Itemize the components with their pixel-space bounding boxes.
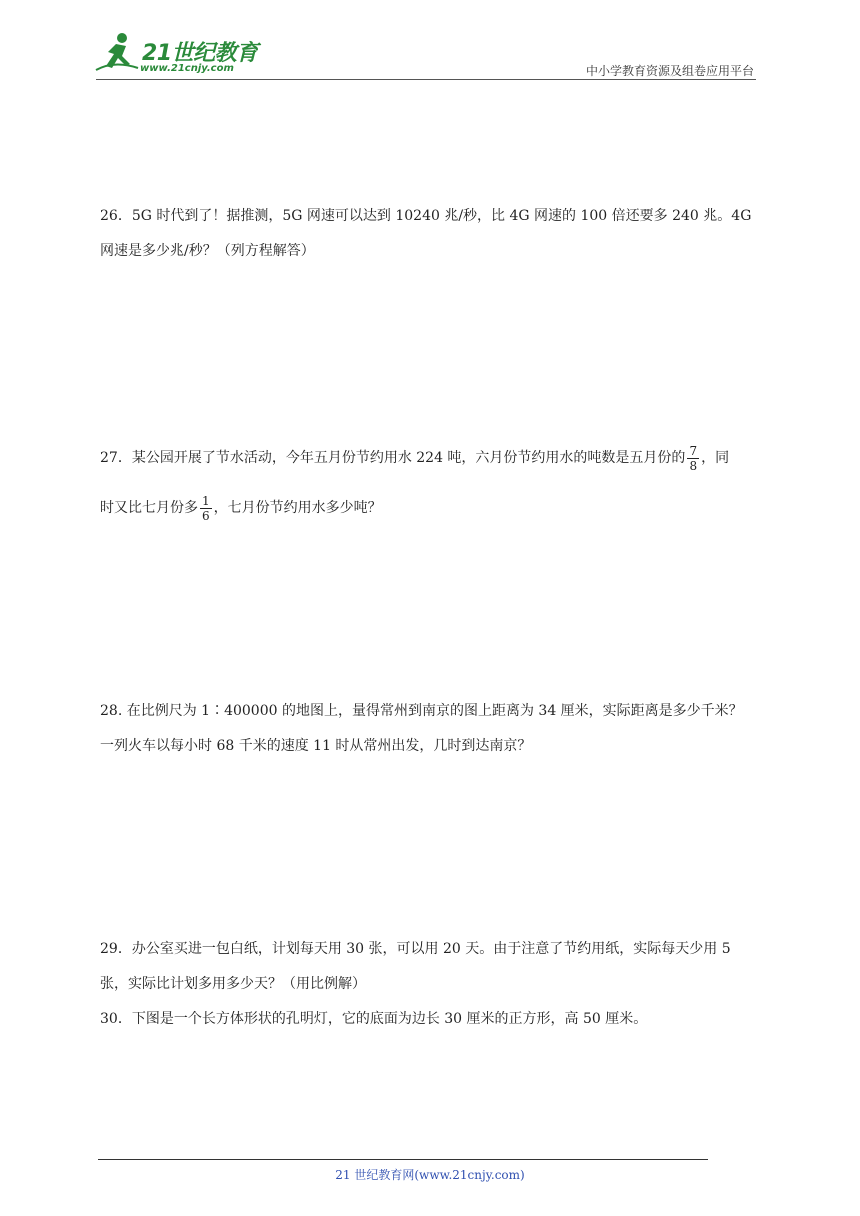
question-26-line-1: 26．5G 时代到了！据推测，5G 网速可以达到 10240 兆/秒，比 4G 网速的 100 倍还要多 240 兆。4G	[100, 208, 752, 224]
logo-wordmark: 21世纪教育	[142, 41, 258, 66]
question-27	[100, 441, 765, 527]
question-27-text-a: 27．某公园开展了节水活动，今年五月份节约用水 224 吨，六月份节约用水的吨数是五月份的	[100, 450, 686, 466]
question-27-text-c: 时又比七月份多	[100, 500, 198, 516]
question-29-line-1: 29．办公室买进一包白纸，计划每天用 30 张，可以用 20 天。由于注意了节约用纸，实际每天少用 5	[100, 941, 731, 957]
question-29-line-2: 张，实际比计划多用多少天？（用比例解）	[100, 976, 366, 992]
page-header	[0, 0, 860, 90]
footer-divider	[98, 1159, 708, 1160]
question-27-line-1	[100, 441, 765, 477]
fraction-seven-eighths	[687, 444, 699, 473]
question-28-line-1: 28. 在比例尺为 1∶400000 的地图上，量得常州到南京的图上距离为 34 厘米，实际距离是多少千米？	[100, 703, 743, 719]
question-26-line-2: 网速是多少兆/秒？（列方程解答）	[100, 243, 315, 259]
fraction-numerator: 1	[202, 493, 210, 508]
logo-url: www.21cnjy.com	[140, 63, 234, 74]
question-28	[100, 694, 765, 764]
site-logo	[94, 30, 264, 78]
runner-logo-icon	[94, 30, 144, 78]
question-28-line-2: 一列火车以每小时 68 千米的速度 11 时从常州出发，几时到达南京？	[100, 738, 532, 754]
question-30	[100, 1002, 765, 1037]
fraction-denominator: 6	[202, 508, 210, 523]
question-29	[100, 932, 765, 1002]
question-26	[100, 199, 765, 269]
question-27-text-b: ，同	[701, 450, 730, 466]
question-30-line-1: 30．下图是一个长方体形状的孔明灯，它的底面为边长 30 厘米的正方形，高 50 厘米。	[100, 1011, 648, 1027]
question-27-text-d: ，七月份节约用水多少吨？	[213, 500, 382, 516]
fraction-one-sixth	[200, 494, 212, 523]
footer-text: 21 世纪教育网(www.21cnjy.com)	[335, 1168, 525, 1182]
header-divider	[96, 79, 756, 80]
fraction-denominator: 8	[689, 458, 698, 473]
question-27-line-2	[100, 491, 765, 527]
platform-title: 中小学教育资源及组卷应用平台	[585, 64, 754, 78]
fraction-numerator: 7	[689, 443, 698, 458]
